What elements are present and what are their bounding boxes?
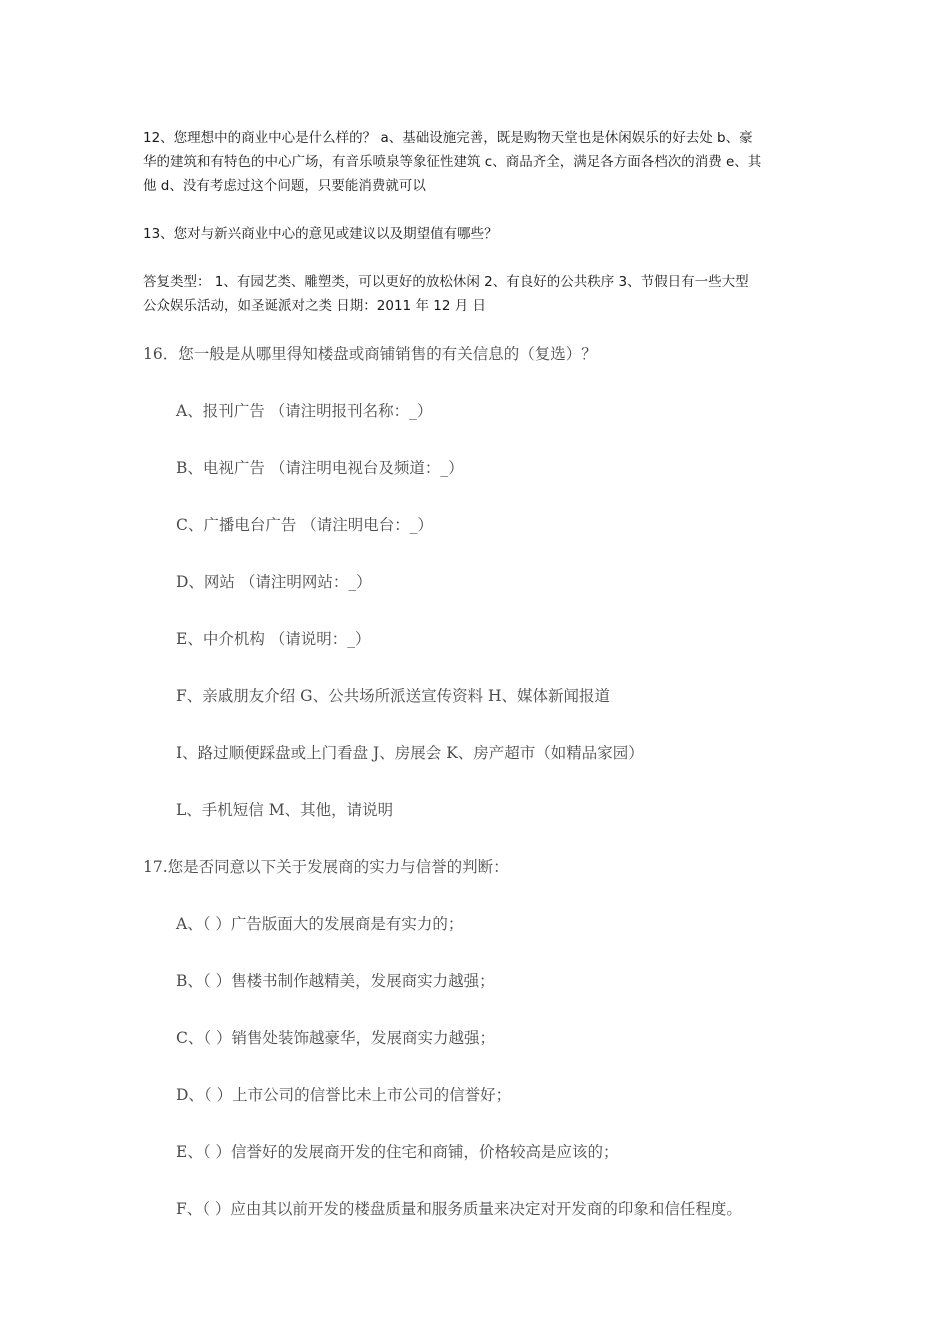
q17-option-a: A、（ ）广告版面大的发展商是有实力的； [176,915,464,933]
q16-option-d: D、网站 （请注明网站：_） [176,573,372,591]
q17-option-f: F、（ ）应由其以前开发的楼盘质量和服务质量来决定对开发商的印象和信任程度。 [176,1200,742,1218]
q12-line-3: 他 d、没有考虑过这个问题，只要能消费就可以 [143,178,426,194]
q16-option-e: E、中介机构 （请说明：_） [176,630,371,648]
q16-option-fgh: F、亲戚朋友介绍 G、公共场所派送宣传资料 H、媒体新闻报道 [176,687,611,705]
q16-option-ijk: I、路过顺便踩盘或上门看盘 J、房展会 K、房产超市（如精品家园） [176,744,644,762]
q17-option-e: E、（ ）信誉好的发展商开发的住宅和商铺，价格较高是应该的； [176,1143,619,1161]
q16-option-lm: L、手机短信 M、其他，请说明 [176,801,394,819]
q16-option-b: B、电视广告 （请注明电视台及频道：_） [176,459,464,477]
q16-option-c: C、广播电台广告 （请注明电台：_） [176,516,434,534]
q13-line: 13、您对与新兴商业中心的意见或建议以及期望值有哪些？ [143,226,498,242]
q16-heading: 16．您一般是从哪里得知楼盘或商铺销售的有关信息的（复选）？ [143,345,597,363]
q17-option-d: D、（ ）上市公司的信誉比未上市公司的信誉好； [176,1086,512,1104]
q17-option-b: B、（ ）售楼书制作越精美，发展商实力越强； [176,972,495,990]
q17-option-c: C、（ ）销售处装饰越豪华，发展商实力越强； [176,1029,496,1047]
q16-option-a: A、报刊广告 （请注明报刊名称：_） [176,402,433,420]
q12-line-2: 华的建筑和有特色的中心广场，有音乐喷泉等象征性建筑 c、商品齐全，满足各方面各档次的消费 e、其 [143,154,762,170]
q12-line-1: 12、您理想中的商业中心是什么样的？ a、基础设施完善，既是购物天堂也是休闲娱乐的好去处 b、豪 [143,130,753,146]
q17-heading: 17.您是否同意以下关于发展商的实力与信誉的判断： [143,858,509,876]
answer-types-line-1: 答复类型： 1、有园艺类、雕塑类，可以更好的放松休闲 2、有良好的公共秩序 3、节假日有一些大型 [143,274,749,290]
answer-types-line-2: 公众娱乐活动，如圣诞派对之类 日期：2011 年 12 月 日 [143,298,486,314]
